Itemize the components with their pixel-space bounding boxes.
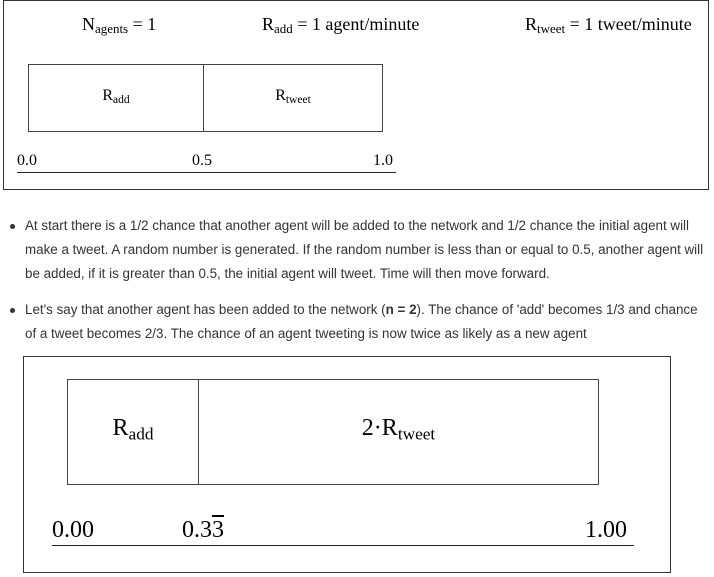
tick-label-1-0: 1.0: [373, 152, 393, 169]
n-agents-equation: $N_{agents} = 1$: [82, 14, 157, 37]
segment-r-add: $R_{add}$: [28, 64, 204, 132]
segment-r-tweet: $R_{tweet}$: [203, 64, 383, 132]
explanation-list: [0, 214, 714, 346]
list-item: Let's say that another agent has been added to the network (n = 2). The chance of 'add' becomes 1/3 and chance of a tweet becomes 2/3. The chance of an agent tweeting is now twice as likely as a new agent: [0, 298, 714, 346]
probability-axis-1: [17, 172, 396, 173]
segment-r-add-2: $R_{add}$: [67, 379, 199, 485]
tick-label-one-third: 0.33: [182, 517, 224, 543]
segment-two-r-tweet: $2\cdot R_{tweet}$: [198, 379, 599, 485]
tick-label-0-5: 0.5: [192, 152, 212, 169]
tick-label-0-0: 0.0: [17, 152, 37, 169]
list-item: At start there is a 1/2 chance that another agent will be added to the network and 1/2 chance the initial agent will make a tweet. A random number is generated. If the random number is less than or equal to 0.5, another agent will be added, if it is greater than 0.5, the initial agent will tweet. Time will then move forward.: [0, 214, 714, 286]
bullet-icon: [10, 308, 15, 313]
tick-label-0-00: 0.00: [52, 517, 94, 543]
r-tweet-rate-equation: $R_{tweet} = 1$ tweet/minute: [525, 14, 692, 37]
probability-axis-2: [52, 545, 634, 546]
bullet-icon: [10, 224, 15, 229]
r-add-rate-equation: $R_{add} = 1$ agent/minute: [262, 14, 420, 37]
tick-label-1-00: 1.00: [585, 517, 627, 543]
